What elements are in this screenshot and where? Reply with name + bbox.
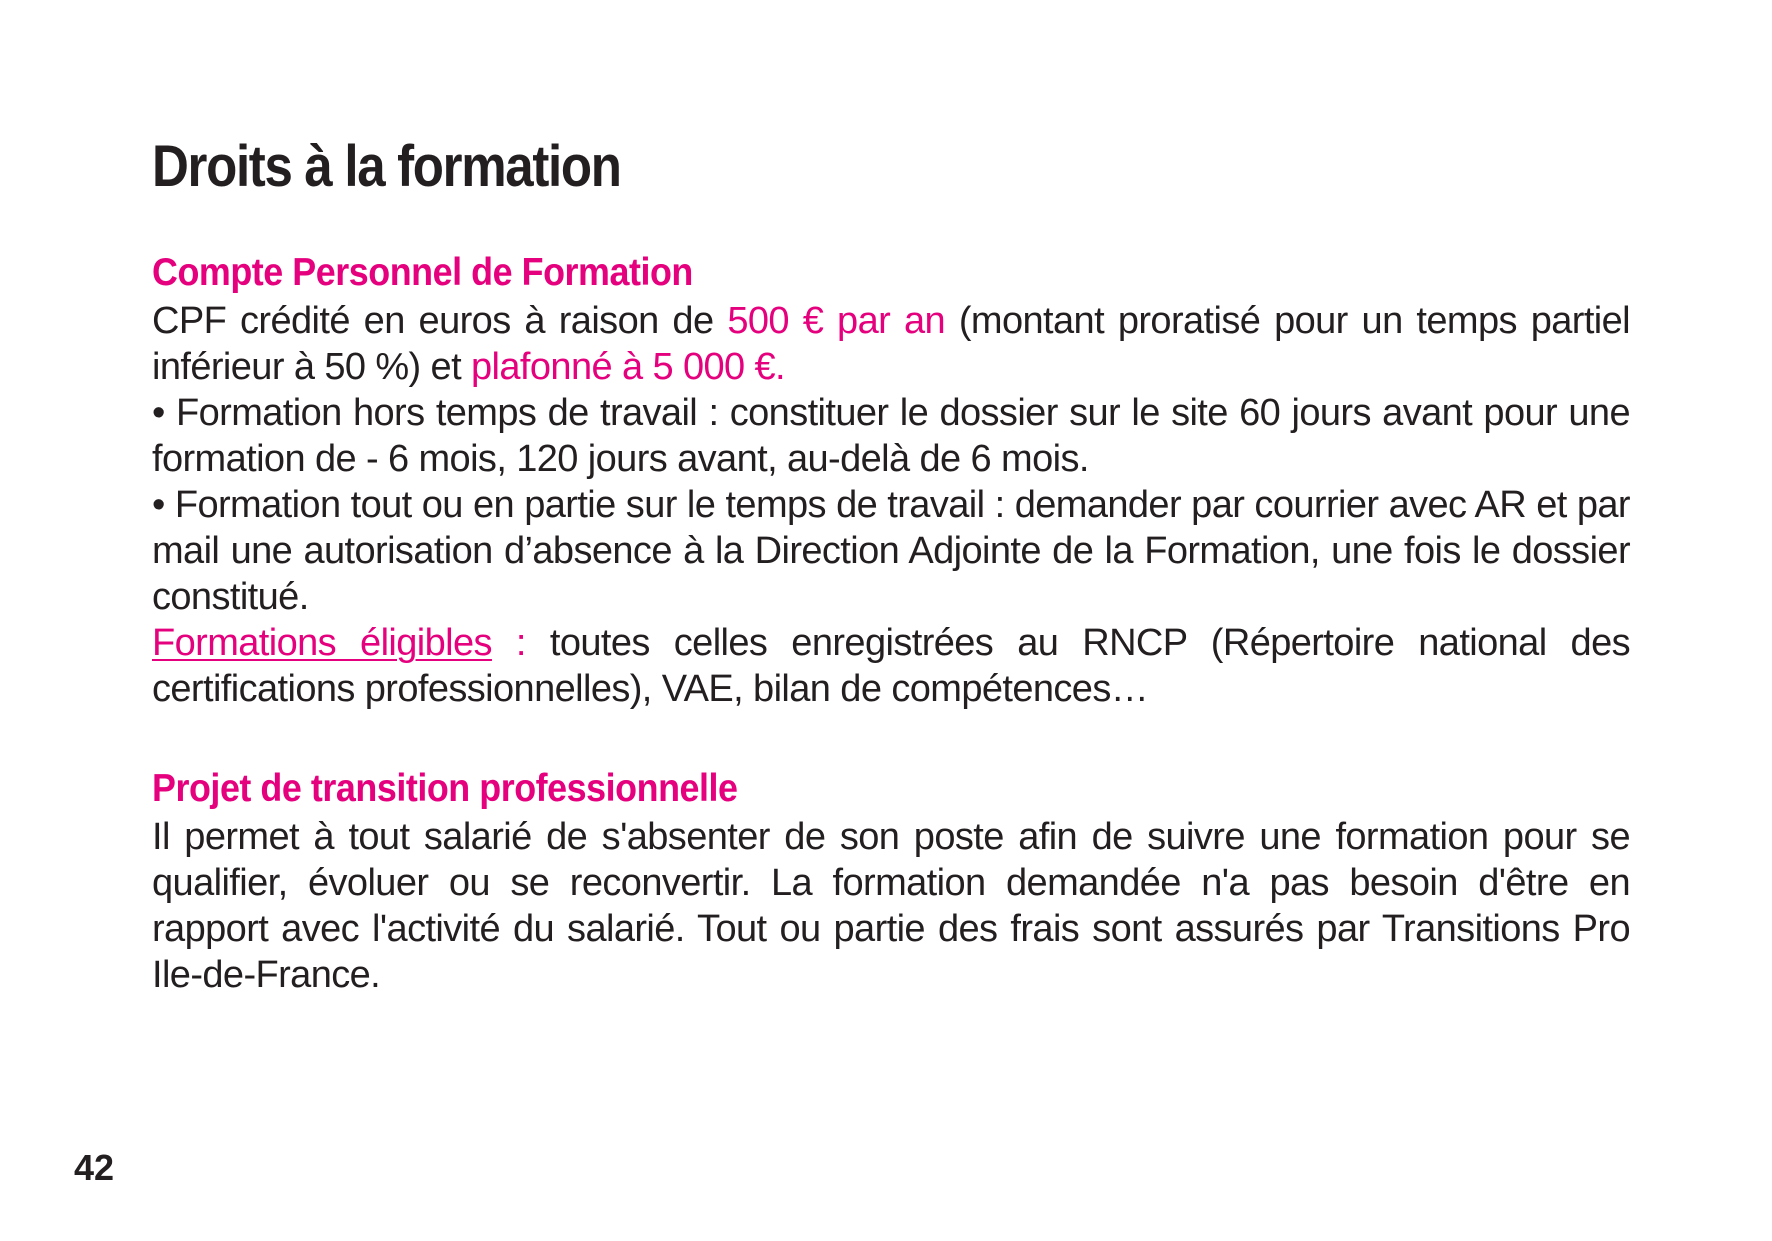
- ptp-paragraph: Il permet à tout salarié de s'absenter de son poste afin de suivre une formation pour se qualifier, évoluer ou se reconvertir. La formation demandée n'a pas besoin d'être en rapport avec l'activité du salarié. Tout ou partie des frais sont assurés par Transitions Pro Ile-de-France.: [152, 816, 1630, 996]
- section-heading-cpf: Compte Personnel de Formation: [152, 251, 693, 294]
- page-title: Droits à la formation: [152, 134, 621, 199]
- section-heading-ptp: Projet de transition professionnelle: [152, 767, 738, 810]
- section-ptp: [152, 764, 1630, 998]
- eligible-formations-text: toutes celles enregistrées au RNCP (Répertoire national des certifications professionnelles), VAE, bilan de compétences…: [152, 622, 1631, 710]
- cpf-bullet-work-hours: • Formation tout ou en partie sur le temps de travail : demander par courrier avec AR et par mail une autorisation d’absence à la Direction Adjointe de la Formation, une fois le dossier constitué.: [152, 484, 1630, 618]
- cpf-highlight-ceiling: plafonné à 5 000 €.: [471, 346, 786, 388]
- cpf-eligible-paragraph: [152, 620, 1630, 712]
- page-number: 42: [74, 1147, 115, 1188]
- cpf-intro-paragraph: [152, 298, 1630, 390]
- cpf-highlight-amount: 500 € par an: [727, 300, 946, 342]
- cpf-intro-text-a: CPF crédité en euros à raison de: [152, 300, 728, 342]
- cpf-bullet-off-hours: • Formation hors temps de travail : constituer le dossier sur le site 60 jours avant pour une formation de - 6 mois, 120 jours avant, au-delà de 6 mois.: [152, 392, 1630, 480]
- eligible-formations-link[interactable]: Formations éligibles: [152, 622, 492, 664]
- cpf-intro-text-b: (montant proratisé pour un temps partiel inférieur à 50 %) et: [152, 300, 1630, 388]
- eligible-colon: :: [491, 622, 550, 664]
- section-cpf: [152, 248, 1630, 712]
